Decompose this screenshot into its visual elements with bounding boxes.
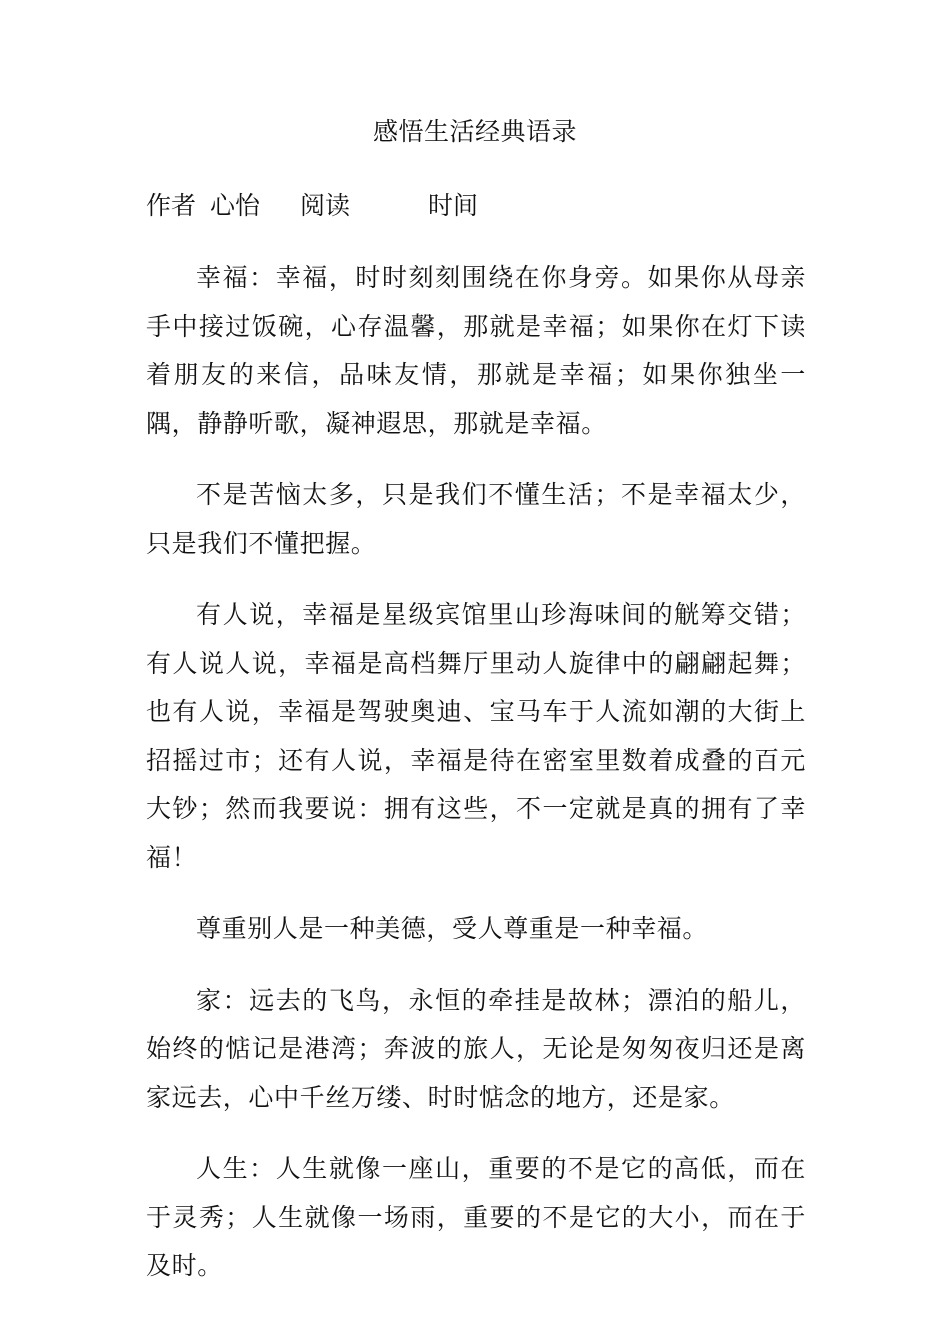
paragraph: 不是苦恼太多，只是我们不懂生活；不是幸福太少，只是我们不懂把握。 — [146, 480, 806, 558]
author-label: 作者 — [146, 191, 197, 220]
article-body — [146, 254, 806, 1314]
time-label: 时间 — [428, 191, 479, 220]
paragraph: 尊重别人是一种美德，受人尊重是一种幸福。 — [196, 914, 709, 943]
paragraph: 有人说，幸福是星级宾馆里山珍海味间的觥筹交错；有人说人说，幸福是高档舞厅里动人旋律中的翩翩起舞；也有人说，幸福是驾驶奥迪、宝马车于人流如潮的大街上招摇过市；还有人说，幸福是待在密室里数着成叠的百元大钞；然而我要说：拥有这些，不一定就是真的拥有了幸福！ — [146, 600, 806, 872]
paragraph: 家：远去的飞鸟，永恒的牵挂是故林；漂泊的船儿，始终的惦记是港湾；奔波的旅人，无论是匆匆夜归还是离家远去，心中千丝万缕、时时惦念的地方，还是家。 — [146, 985, 806, 1112]
read-label: 阅读 — [300, 191, 351, 220]
page-title: 感悟生活经典语录 — [372, 117, 577, 146]
paragraph: 人生：人生就像一座山，重要的不是它的高低，而在于灵秀；人生就像一场雨，重要的不是它的大小，而在于及时。 — [146, 1154, 806, 1280]
article-meta — [146, 186, 478, 226]
author-name: 心怡 — [210, 191, 261, 220]
paragraph: 幸福：幸福，时时刻刻围绕在你身旁。如果你从母亲手中接过饭碗，心存温馨，那就是幸福；如果你在灯下读着朋友的来信，品味友情，那就是幸福；如果你独坐一隅，静静听歌，凝神遐思，那就是幸福。 — [146, 263, 806, 438]
